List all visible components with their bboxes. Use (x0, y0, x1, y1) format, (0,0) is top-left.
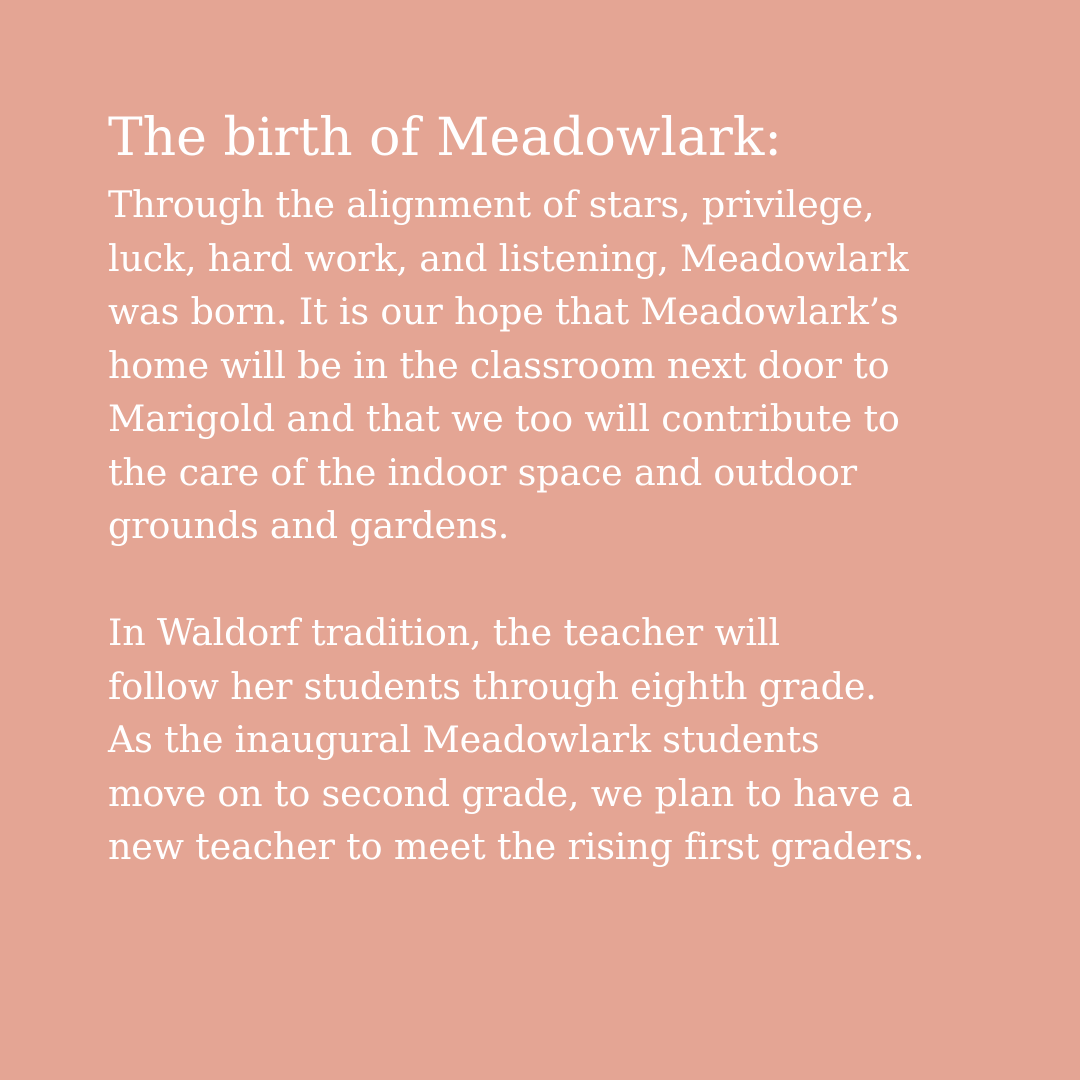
paragraph-line: grounds and gardens. (108, 504, 510, 547)
paragraph-line: move on to second grade, we plan to have a (108, 771, 913, 815)
paragraph-line: As the inaugural Meadowlark students (108, 718, 820, 761)
paragraph-line: the care of the indoor space and outdoor (108, 450, 857, 494)
paragraph-line: Through the alignment of stars, privilege, (108, 183, 875, 226)
paragraph-waldorf (108, 606, 1008, 874)
slide-title: The birth of Meadowlark: (108, 108, 782, 168)
paragraph-line: follow her students through eighth grade. (108, 664, 877, 708)
paragraph-line: In Waldorf tradition, the teacher will (108, 611, 780, 654)
paragraph-birth (108, 178, 1008, 553)
slide-content (108, 104, 1008, 874)
paragraph-line: Marigold and that we too will contribute to (108, 397, 900, 440)
paragraph-line: new teacher to meet the rising first graders. (108, 825, 925, 868)
paragraph-line: home will be in the classroom next door to (108, 343, 890, 387)
paragraph-line: was born. It is our hope that Meadowlark’s (108, 290, 899, 333)
paragraph-line: luck, hard work, and listening, Meadowlark (108, 236, 909, 280)
